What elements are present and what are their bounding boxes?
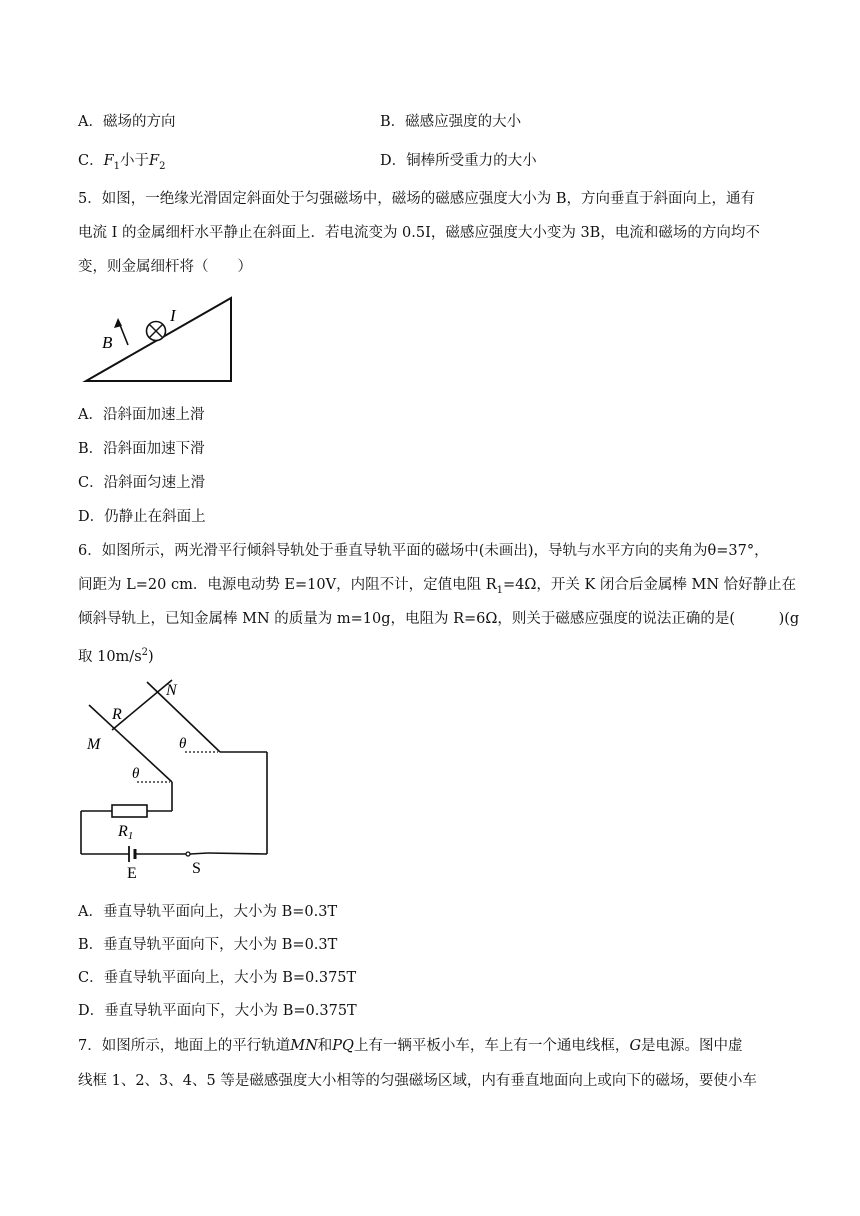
label-theta-upper: θ [179, 736, 187, 752]
q4-option-c-sub2: 2 [159, 160, 166, 172]
q4-option-b: B．磁感应强度的大小 [380, 114, 522, 130]
q6-option-a: A．垂直导轨平面向上，大小为 B=0.3T [78, 904, 338, 920]
label-n: N [166, 682, 177, 699]
label-e: E [127, 865, 137, 882]
q6-stem-line4-a: 取 10m/s [78, 648, 142, 665]
label-r: R [112, 706, 122, 723]
q6-stem-line3: 倾斜导轨上，已知金属棒 MN 的质量为 m=10g，电阻为 R=6Ω，则关于磁感应强度的说法正确的是( )(g [78, 611, 800, 627]
q7-stem-line1 [78, 1036, 743, 1056]
q4-option-c [78, 151, 165, 177]
q4-option-c-sub1: 1 [113, 160, 121, 172]
q6-circuit-figure [75, 672, 285, 884]
q5-option-b: B．沿斜面加速下滑 [78, 441, 205, 457]
q6-option-c: C．垂直导轨平面向上，大小为 B=0.375T [78, 970, 357, 986]
q4-option-d: D．铜棒所受重力的大小 [380, 153, 537, 169]
q5-stem-line2: 电流 I 的金属细杆水平静止在斜面上．若电流变为 0.5I，磁感应强度大小变为 3B，电流和磁场的方向均不 [78, 225, 760, 241]
q7-stem-line1-a: 7．如图所示，地面上的平行轨道 [78, 1038, 291, 1054]
q6-stem-line1: 6．如图所示，两光滑平行倾斜导轨处于垂直导轨平面的磁场中(未画出)，导轨与水平方向的夹角为θ=37°， [78, 543, 769, 559]
label-theta-lower: θ [132, 766, 140, 782]
label-i: I [170, 306, 176, 325]
q6-option-b: B．垂直导轨平面向下，大小为 B=0.3T [78, 937, 338, 953]
q7-stem-mn: MN [290, 1038, 318, 1054]
q6-stem-line4-b: ) [148, 648, 154, 665]
label-s: S [192, 860, 201, 877]
q6-stem-line4 [78, 643, 154, 667]
q5-option-c: C．沿斜面匀速上滑 [78, 475, 206, 491]
q6-stem-line2-a: 间距为 L=20 cm．电源电动势 E=10V，内阻不计，定值电阻 R [78, 577, 497, 593]
q6-option-d: D．垂直导轨平面向下，大小为 B=0.375T [78, 1003, 357, 1019]
switch-blade [190, 853, 208, 854]
q6-stem-line2 [78, 575, 796, 601]
q7-stem-line1-c: 上有一辆平板小车，车上有一个通电线框， [353, 1038, 630, 1054]
bottom-wire-right [208, 853, 267, 854]
q4-option-c-mid: 小于 [120, 153, 150, 169]
switch-contact-left [186, 852, 190, 856]
q5-incline-figure [80, 290, 240, 386]
q7-stem-g: G [629, 1038, 642, 1054]
q6-stem-line2-b: =4Ω，开关 K 闭合后金属棒 MN 恰好静止在 [502, 577, 797, 593]
q5-option-d: D．仍静止在斜面上 [78, 509, 206, 525]
q4-option-c-prefix: C． [78, 153, 104, 169]
q4-option-c-f2: F [149, 153, 160, 169]
q6-stem-line2-sub: 1 [496, 584, 503, 596]
q7-stem-line2: 线框 1、2、3、4、5 等是磁感强度大小相等的匀强磁场区域，内有垂直地面向上或向下的磁场，要使小车 [78, 1073, 757, 1089]
q4-option-c-f1: F [103, 153, 114, 169]
label-r1: R1 [118, 823, 134, 842]
q5-option-a: A．沿斜面加速上滑 [78, 407, 205, 423]
q4-option-a: A．磁场的方向 [78, 114, 176, 130]
left-rail [89, 705, 172, 782]
q7-stem-line1-d: 是电源。图中虚 [641, 1038, 743, 1054]
label-b: B [102, 333, 113, 352]
q7-stem-pq: PQ [332, 1038, 354, 1054]
q5-stem-line1: 5．如图，一绝缘光滑固定斜面处于匀强磁场中，磁场的磁感应强度大小为 B，方向垂直于斜面向上，通有 [78, 191, 755, 207]
q7-stem-line1-b: 和 [317, 1038, 333, 1054]
q5-stem-line3: 变，则金属细杆将（ ） [78, 259, 252, 275]
q6-stem-line4-sup: 2 [141, 647, 149, 658]
resistor-r1 [112, 805, 147, 817]
label-m: M [87, 736, 101, 753]
